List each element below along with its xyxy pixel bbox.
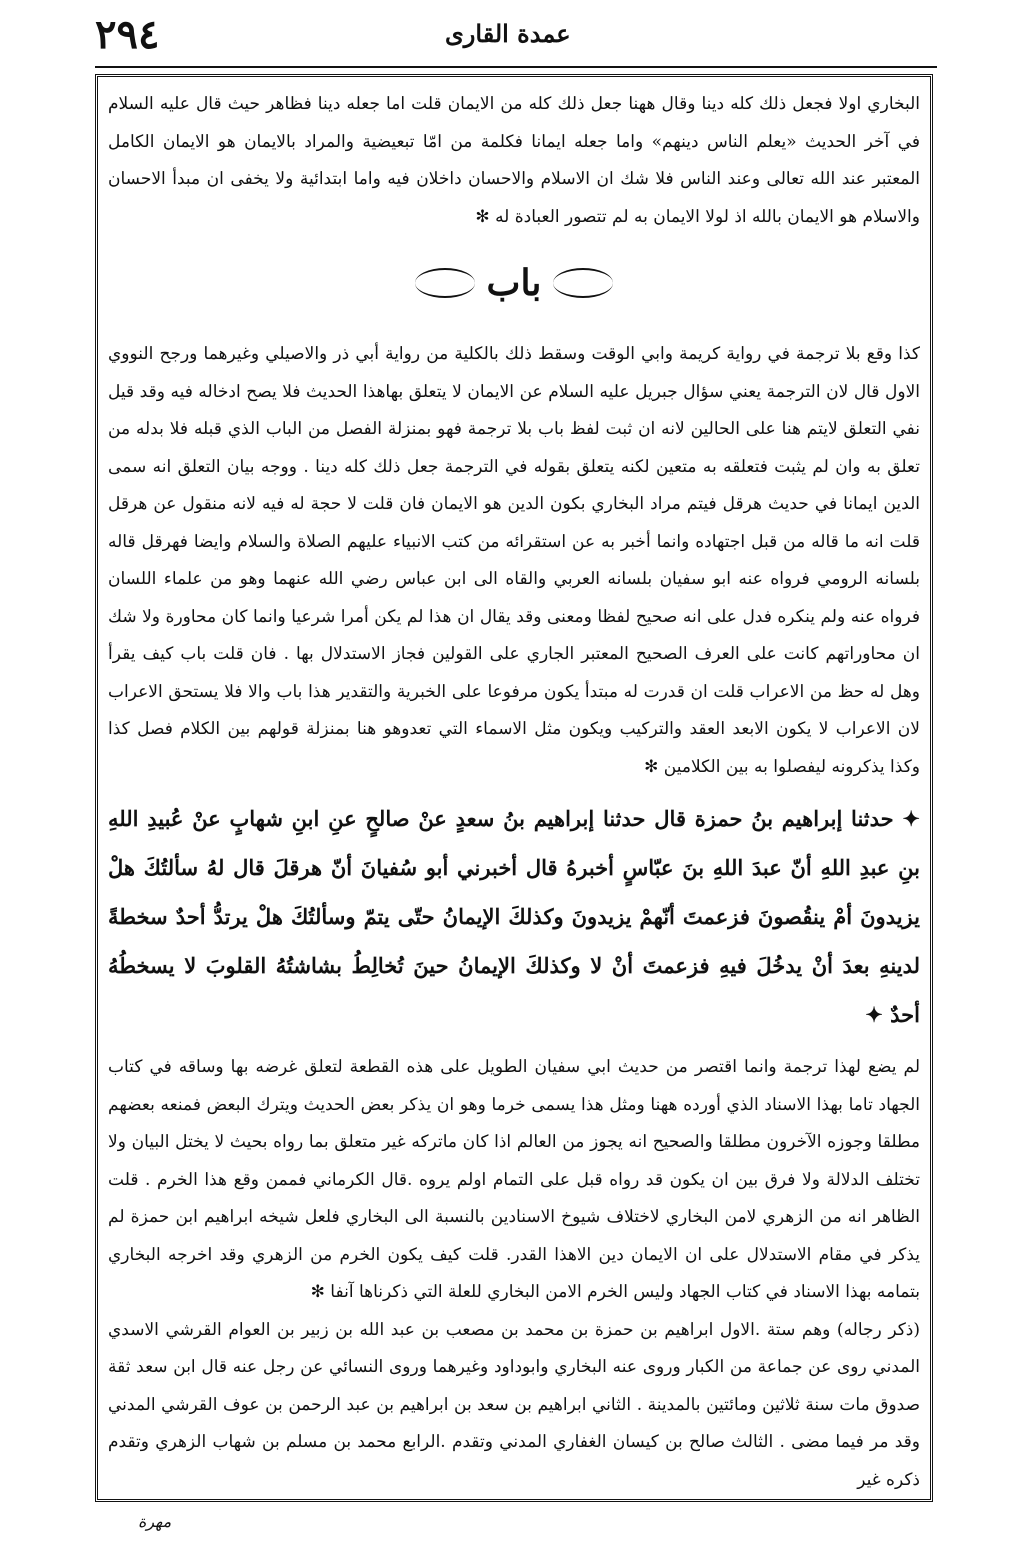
page-body <box>108 86 920 1499</box>
footer-signature: مهرة <box>138 1512 172 1531</box>
page-number: ٢٩٤ <box>95 11 160 58</box>
ornament-right-icon <box>553 268 613 298</box>
narrators-section: (ذكر رجاله) وهم ستة .الاول ابراهيم بن حمزة بن محمد بن مصعب بن عبد الله بن زبير بن العوام القرشي الاسدي المدني روى عن جماعة من الكبار وروى عنه البخاري وابوداود وغيرهما وروى النسائي عن رجل عنه قال ابن سعد ثقة صدوق مات سنة ثلاثين ومائتين بالمدينة . الثاني ابراهيم بن سعد بن ابراهيم بن عبد الرحمن بن عوف القرشي المدني وقد مر فيما مضى . الثالث صالح بن كيسان الغفاري المدني وتقدم .الرابع محمد بن مسلم بن شهاب الزهري وتقدم ذكره غير <box>108 1319 920 1490</box>
page-header <box>95 6 935 64</box>
commentary-paragraph: كذا وقع بلا ترجمة في رواية كريمة وابي الوقت وسقط ذلك بالكلية من رواية أبي ذر والاصيلي وغيرهما ورجح النووي الاول قال لان الترجمة يعني سؤال جبريل عليه السلام عن الايمان لا يتعلق بهاهذا الحديث فلا يصح ادخاله فيه وقد قيل نفي التعلق لايتم هنا على الحالين لانه ان ثبت لفظ باب بلا ترجمة فهو بمنزلة الفصل من الباب الذي قبله فلا بدله من تعلق به وان لم يثبت فتعلقه به متعين لكنه يتعلق بقوله في الترجمة جعل ذلك كله دينا . ووجه بيان التعلق انه سمى الدين ايمانا في حديث هرقل فيتم مراد البخاري بكون الدين هو الايمان فان قلت لا حجة له فيه لانه منقول عن هرقل قلت انه ما قاله من قبل اجتهاده وانما أخبر به عن استقرائه من كتب الانبياء عليهم الصلاة والسلام وايضا فهرقل قاله بلسانه الرومي فرواه عنه ابو سفيان بلسانه العربي والقاه الى ابن عباس رضي الله عنهما وهو من علماء اللسان فرواه عنه ولم ينكره فدل على انه صحيح لفظا ومعنى وقد يقال ان هذا لم يكن أمرا شرعيا وانما كان محاورة ولا شك ان محاوراتهم كانت على العرف الصحيح المعتبر الجاري على القولين فجاز الاستدلال بها . فان قلت باب كيف يقرأ وهل له حظ من الاعراب قلت ان قدرت له مبتدأ يكون مرفوعا على الخبرية والتقدير هذا باب والا فلا يستحق الاعراب لان الاعراب لا يكون الابعد العقد والتركيب ويكون مثل الاسماء التي تعدوهو هنا بمنزلة قولهم بين الكلام فصل كذا وكذا يذكرونه ليفصلوا به بين الكلامين ✻ <box>108 344 921 777</box>
intro-paragraph: البخاري اولا فجعل ذلك كله دينا وقال ههنا جعل ذلك كله من الايمان قلت اما جعله دينا فظاهر حيث قال عليه السلام في آخر الحديث «يعلم الناس دينهم» واما جعله ايمانا فكلمة من امّا تبعيضية والمراد بالايمان هو الايمان الكامل المعتبر عند الله تعالى وعند الناس فلا شك ان الاسلام والاحسان داخلان فيه واما ابتدائية ولا يخفى ان مبدأ الاحسان والاسلام هو الايمان بالله اذ لولا الايمان به لم تتصور العبادة له ✻ <box>108 94 920 227</box>
chapter-heading <box>108 248 920 326</box>
hadith-text: ✦ حدثنا إبراهيم بنُ حمزة قال حدثنا إبراهيم بنُ سعدٍ عنْ صالحٍ عنِ ابنِ شهابٍ عنْ عُبيدِ اللهِ بنِ عبدِ اللهِ أنّ عبدَ اللهِ بنَ عبّاسٍ أخبرهُ قال أخبرني أبو سُفيانَ أنّ هرقلَ قال لهُ سألتُكَ هلْ يزيدونَ أمْ ينقُصونَ فزعمتَ أنّهمْ يزيدونَ وكذلكَ الإيمانُ حتّى يتمّ وسألتُكَ هلْ يرتدُّ أحدٌ سخطةً لدينهِ بعدَ أنْ يدخُلَ فيهِ فزعمتَ أنْ لا وكذلكَ الإيمانُ حينَ تُخالِطُ بشاشتُهُ القلوبَ لا يسخطُهُ أحدٌ ✦ <box>108 806 920 1027</box>
running-title: عمدة القاری <box>445 19 571 48</box>
ornament-left-icon <box>415 268 475 298</box>
chapter-title: باب <box>486 262 542 304</box>
commentary-paragraph: لم يضع لهذا ترجمة وانما اقتصر من حديث ابي سفيان الطويل على هذه القطعة لتعلق غرضه بها وساقه في كتاب الجهاد تاما بهذا الاسناد الذي أورده ههنا ومثل هذا يسمى خرما وهو ان يذكر بعض الحديث ويترك البعض فمنعه بعضهم مطلقا وجوزه الآخرون مطلقا والصحيح انه يجوز من العالم اذا كان ماتركه غير متعلق بما رواه بحيث لا يختل البيان ولا تختلف الدلالة ولا فرق بين ان يكون قد رواه قبل على التمام اولم يروه .قال الكرماني فممن وقع هذا الخرم . قلت الظاهر انه من الزهري لامن البخاري لاختلاف شيوخ الاسنادين بالنسبة الى البخاري فلعل شيخه ابراهيم ابن حمزة لم يذكر في مقام الاستدلال على ان الايمان دين الاهذا القدر. قلت كيف يكون الخرم من الزهري وقد اخرجه البخاري بتمامه بهذا الاسناد في كتاب الجهاد وليس الخرم الامن البخاري للعلة التي ذكرناها آنفا ✻ <box>108 1057 920 1302</box>
header-rule <box>95 66 937 68</box>
